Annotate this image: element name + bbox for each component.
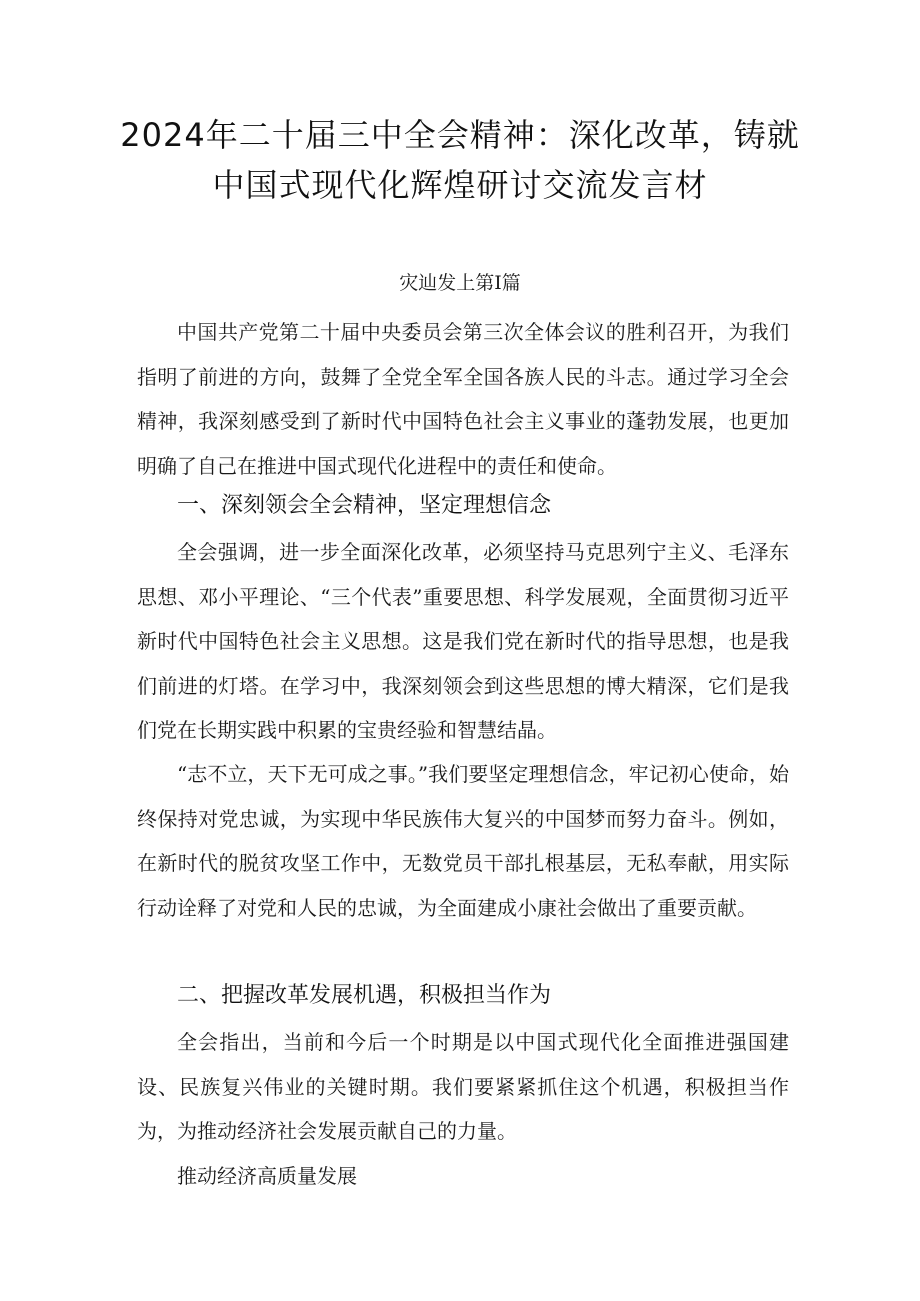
paragraph-section1-body2: “志不立，天下无可成之事。”我们要坚定理想信念，牢记初心使命，始终保持对党忠诚，为实现中华民族伟大复兴的中国梦而努力奋斗。例如，在新时代的脱贫攻坚工作中，无数党员干部扎根基层，无私奉献，用实际行动诠释了对党和人民的忠诚，为全面建成小康社会做出了重要贡献。 [137,762,789,920]
paragraph-section1-body1: 全会强调，进一步全面深化改革，必须坚持马克思列宁主义、毛泽东思想、邓小平理论、“三个代表”重要思想、科学发展观，全面贯彻习近平新时代中国特色社会主义思想。这是我们党在新时代的指导思想，也是我们前进的灯塔。在学习中，我深刻领会到这些思想的博大精深，它们是我们党在长期实践中积累的宝贵经验和智慧结晶。 [137,540,789,742]
subsection-lead: 推动经济高质量发展 [177,1164,357,1188]
document-subtitle: 灾辿发上第Ⅰ篇 [399,272,521,294]
section-heading-2: 二、把握改革发展机遇，积极担当作为 [177,983,552,1008]
paragraph-section2-body1: 全会指出，当前和今后一个时期是以中国式现代化全面推进强国建设、民族复兴伟业的关键时期。我们要紧紧抓住这个机遇，积极担当作为，为推动经济社会发展贡献自己的力量。 [137,1030,789,1143]
document-title: 2024年二十届三中全会精神：深化改革，铸就中国式现代化辉煌研讨交流发言材 [120,116,800,204]
section-heading-1: 一、深刻领会全会精神，坚定理想信念 [177,493,552,518]
paragraph-intro: 中国共产党第二十届中央委员会第三次全体会议的胜利召开，为我们指明了前进的方向，鼓舞了全党全军全国各族人民的斗志。通过学习全会精神，我深刻感受到了新时代中国特色社会主义事业的蓬勃发展，也更加明确了自己在推进中国式现代化进程中的责任和使命。 [137,320,789,478]
